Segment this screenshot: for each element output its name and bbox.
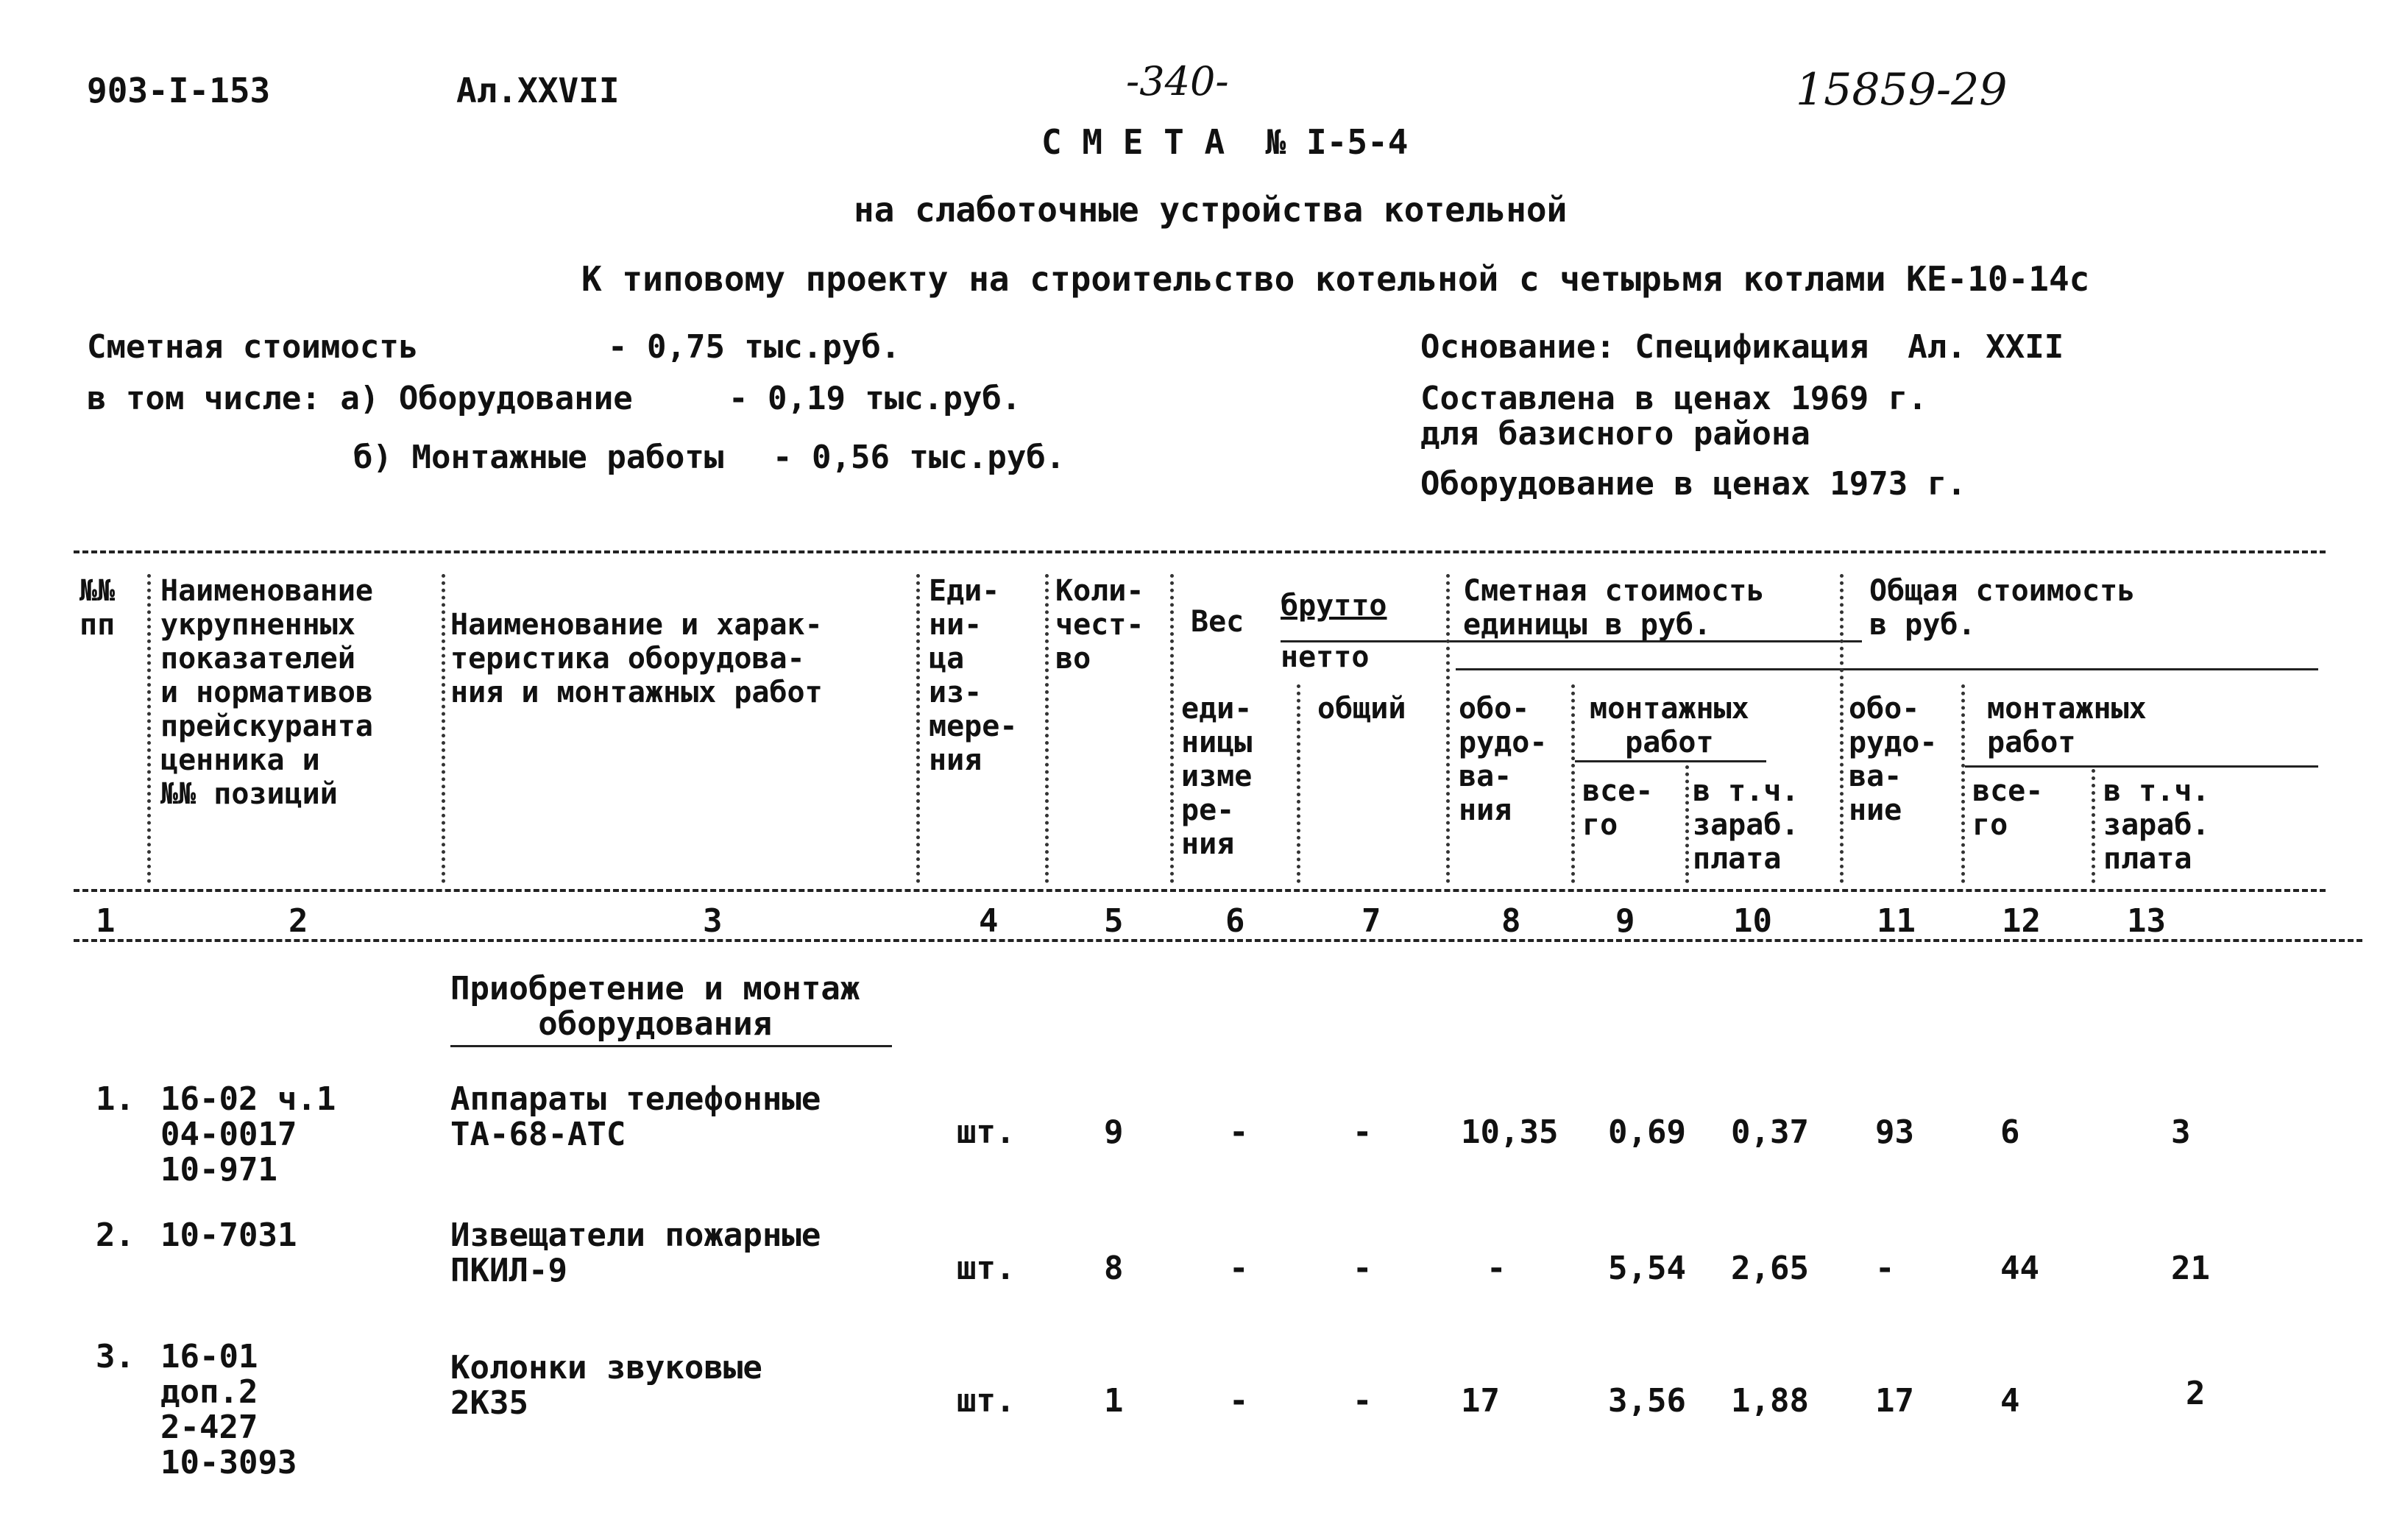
row-price-code: 16-02 ч.1 04-0017 10-971: [160, 1080, 336, 1189]
row-unit-equipment: 10,35: [1461, 1113, 1559, 1151]
document-subtitle: на слаботочные устройства котельной: [854, 190, 1568, 230]
inventory-number: 15859-29: [1796, 64, 2008, 116]
column-number-6: 6: [1225, 902, 1245, 940]
installation-value: - 0,56 тыс.руб.: [773, 439, 1066, 476]
row-weight-total: -: [1353, 1250, 1373, 1287]
header-unit-mount: монтажных работ: [1590, 692, 1749, 759]
header-col-4: Еди- ни- ца из- мере- ния: [929, 574, 1018, 777]
row-unit-mount-total: 5,54: [1608, 1250, 1686, 1287]
total-cost-value: - 0,75 тыс.руб.: [608, 328, 901, 366]
row-weight-total: -: [1353, 1382, 1373, 1420]
col-separator-12: [2092, 769, 2095, 883]
column-number-5: 5: [1104, 902, 1124, 940]
col-separator-7: [1446, 574, 1450, 883]
header-weight-net: нетто: [1281, 640, 1370, 674]
header-col-1: №№ пп: [79, 574, 116, 642]
header-col-9: все- го: [1582, 774, 1654, 842]
row-unit-mount-total: 3,56: [1608, 1382, 1686, 1420]
column-number-8: 8: [1501, 902, 1521, 940]
col-separator-9: [1685, 765, 1689, 883]
header-total-mount: монтажных работ: [1987, 692, 2147, 759]
row-unit-mount-total: 0,69: [1608, 1113, 1686, 1151]
header-col-12: все- го: [1972, 774, 2044, 842]
column-number-4: 4: [979, 902, 999, 940]
row-number: 3.: [96, 1338, 135, 1375]
col-separator-3: [916, 574, 920, 883]
total-cost-label: Сметная стоимость: [87, 328, 419, 366]
row-price-code: 10-7031: [160, 1216, 297, 1254]
row-item-name: Колонки звуковые 2К35: [450, 1349, 762, 1422]
row-total-mount: 6: [2000, 1113, 2020, 1151]
equipment-label: в том числе: а) Оборудование: [87, 380, 633, 417]
row-total-mount: 44: [2000, 1250, 2039, 1287]
header-weight-gross: брутто: [1281, 589, 1387, 623]
row-total-equipment: -: [1875, 1250, 1895, 1287]
row-price-code: 16-01 доп.2 2-427 10-3093: [160, 1338, 297, 1481]
row-quantity: 9: [1104, 1113, 1124, 1151]
col-separator-11: [1961, 684, 1965, 883]
col-separator-10: [1840, 574, 1844, 883]
total-mount-rule: [1965, 765, 2318, 768]
row-unit: шт.: [957, 1250, 1016, 1287]
document-code: 903-I-153: [87, 71, 271, 110]
group-header-rule: [1456, 668, 2318, 670]
header-unit-cost: Сметная стоимость единицы в руб.: [1463, 574, 1765, 642]
document-title: С М Е Т А № I-5-4: [1041, 122, 1409, 162]
header-col-7: общий: [1317, 692, 1406, 726]
prices-line-2: для базисного района: [1420, 415, 1810, 453]
basis-line: Основание: Спецификация Ал. XXII: [1420, 328, 2064, 366]
row-unit-mount-wage: 1,88: [1731, 1382, 1809, 1420]
header-col-11: обо- рудо- ва- ние: [1849, 692, 1938, 827]
row-unit-equipment: 17: [1461, 1382, 1500, 1420]
unit-mount-rule: [1575, 760, 1766, 762]
column-number-3: 3: [703, 902, 723, 940]
header-weight: Вес: [1191, 605, 1244, 639]
col-separator-4: [1045, 574, 1049, 883]
row-unit-mount-wage: 0,37: [1731, 1113, 1809, 1151]
header-col-3: Наименование и харак- теристика оборудова- ния и монтажных работ: [450, 608, 823, 709]
row-total-wage: 2: [2186, 1375, 2206, 1412]
row-unit-equipment: -: [1487, 1250, 1506, 1287]
section-title-underline: [450, 1045, 892, 1047]
row-total-wage: 21: [2171, 1250, 2210, 1287]
row-number: 2.: [96, 1216, 135, 1254]
row-total-mount: 4: [2000, 1382, 2020, 1420]
row-total-equipment: 17: [1875, 1382, 1914, 1420]
header-col-5: Коли- чест- во: [1055, 574, 1144, 676]
row-unit: шт.: [957, 1113, 1016, 1151]
row-weight-total: -: [1353, 1113, 1373, 1151]
column-number-2: 2: [288, 902, 308, 940]
col-separator-6: [1297, 684, 1300, 883]
column-number-9: 9: [1615, 902, 1635, 940]
project-line: К типовому проекту на строительство котельной с четырьмя котлами КЕ-10-14с: [581, 259, 2090, 299]
column-number-13: 13: [2127, 902, 2166, 940]
installation-label: б) Монтажные работы: [353, 439, 724, 476]
prices-line-1: Составлена в ценах 1969 г.: [1420, 380, 1927, 417]
header-total-cost: Общая стоимость в руб.: [1869, 574, 2136, 642]
equipment-value: - 0,19 тыс.руб.: [729, 380, 1021, 417]
row-total-equipment: 93: [1875, 1113, 1914, 1151]
header-col-6: еди- ницы изме ре- ния: [1181, 692, 1253, 861]
header-col-2: Наименование укрупненных показателей и нормативов прейскуранта ценника и №№ позиций: [160, 574, 373, 811]
column-number-1: 1: [96, 902, 116, 940]
header-col-13: в т.ч. зараб. плата: [2103, 774, 2210, 876]
row-item-name: Аппараты телефонные ТА-68-АТС: [450, 1080, 821, 1153]
column-number-11: 11: [1877, 902, 1916, 940]
row-weight-unit: -: [1229, 1250, 1249, 1287]
header-col-10: в т.ч. зараб. плата: [1693, 774, 1799, 876]
row-weight-unit: -: [1229, 1382, 1249, 1420]
page-number: -340-: [1126, 58, 1229, 105]
row-quantity: 1: [1104, 1382, 1124, 1420]
row-quantity: 8: [1104, 1250, 1124, 1287]
col-separator-1: [147, 574, 151, 883]
col-separator-2: [442, 574, 445, 883]
column-number-7: 7: [1361, 902, 1381, 940]
row-item-name: Извещатели пожарные ПКИЛ-9: [450, 1216, 821, 1289]
column-number-12: 12: [2002, 902, 2041, 940]
header-col-8: обо- рудо- ва- ния: [1459, 692, 1548, 827]
col-separator-8: [1571, 684, 1575, 883]
column-number-10: 10: [1733, 902, 1772, 940]
section-title: Приобретение и монтаж оборудования: [450, 970, 860, 1043]
row-total-wage: 3: [2171, 1113, 2191, 1151]
row-number: 1.: [96, 1080, 135, 1118]
row-unit-mount-wage: 2,65: [1731, 1250, 1809, 1287]
col-separator-5: [1170, 574, 1174, 883]
row-weight-unit: -: [1229, 1113, 1249, 1151]
equipment-prices-line: Оборудование в ценах 1973 г.: [1420, 465, 1966, 503]
header-bottom-rule: [74, 889, 2326, 892]
row-unit: шт.: [957, 1382, 1016, 1420]
table-top-rule: [74, 550, 2326, 553]
album-number: Ал.XXVII: [456, 71, 620, 110]
